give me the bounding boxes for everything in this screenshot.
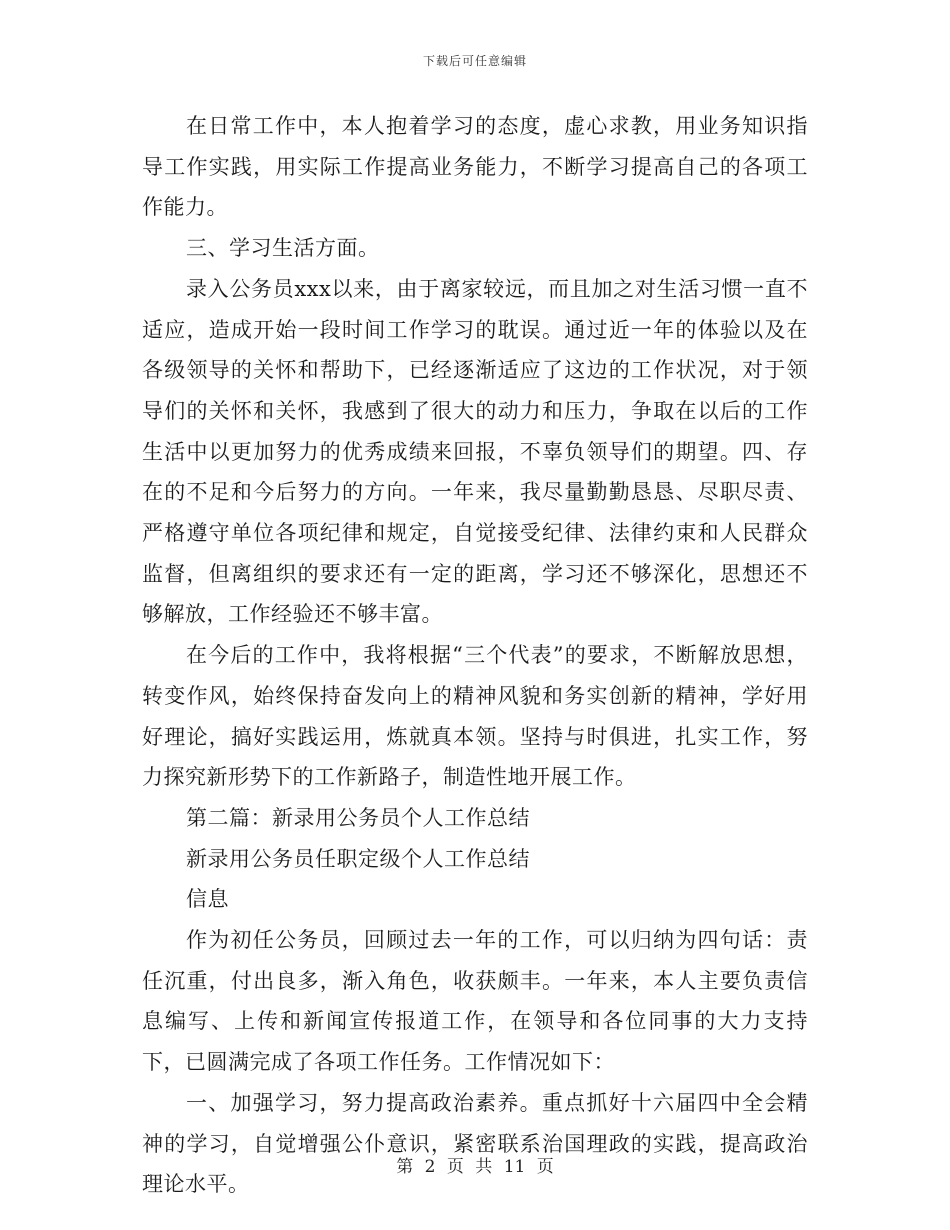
paragraph-study-life: 录入公务员xxx以来，由于离家较远，而且加之对生活习惯一直不适应，造成开始一段时间工作学习的耽误。通过近一年的体验以及在各级领导的关怀和帮助下，已经逐渐适应了这边的工作状况，对于领导们的关怀和关怀，我感到了很大的动力和压力，争取在以后的工作生活中以更加努力的优秀成绩来回报，不辜负领导们的期望。四、存在的不足和今后努力的方向。一年来，我尽量勤勤恳恳、尽职尽责、严格遵守单位各项纪律和规定，自觉接受纪律、法律约束和人民群众监督，但离组织的要求还有一定的距离，学习还不够深化，思想还不够解放，工作经验还不够丰富。 <box>142 276 808 627</box>
document-subtitle: 新录用公务员任职定级个人工作总结 <box>186 846 530 871</box>
page-header: 下载后可任意编辑 <box>422 54 527 68</box>
department-label: 信息 <box>186 887 229 912</box>
paragraph-study-attitude: 在日常工作中，本人抱着学习的态度，虚心求教，用业务知识指导工作实践，用实际工作提高业务能力，不断学习提高自己的各项工作能力。 <box>142 114 808 220</box>
chapter-title-part-two: 第二篇：新录用公务员个人工作总结 <box>186 805 530 830</box>
paragraph-future-work: 在今后的工作中，我将根据“三个代表”的要求，不断解放思想，转变作风，始终保持奋发向上的精神风貌和务实创新的精神，学好用好理论，搞好实践运用，炼就真本领。坚持与时俱进，扎实工作，努力探究新形势下的工作新路子，制造性地开展工作。 <box>142 643 808 790</box>
section-heading-study-life: 三、学习生活方面。 <box>186 236 380 261</box>
page-footer: 第 2 页 共 11 页 <box>396 1157 554 1177</box>
document-body <box>142 106 808 1205</box>
paragraph-political-study: 一、加强学习，努力提高政治素养。重点抓好十六届四中全会精神的学习，自觉增强公仆意识，紧密联系治国理政的实践，提高政治理论水平。 <box>142 1090 808 1197</box>
paragraph-year-review: 作为初任公务员，回顾过去一年的工作，可以归纳为四句话：责任沉重，付出良多，渐入角色，收获颇丰。一年来，本人主要负责信息编写、上传和新闻宣传报道工作，在领导和各位同事的大力支持下，已圆满完成了各项工作任务。工作情况如下： <box>142 928 808 1075</box>
